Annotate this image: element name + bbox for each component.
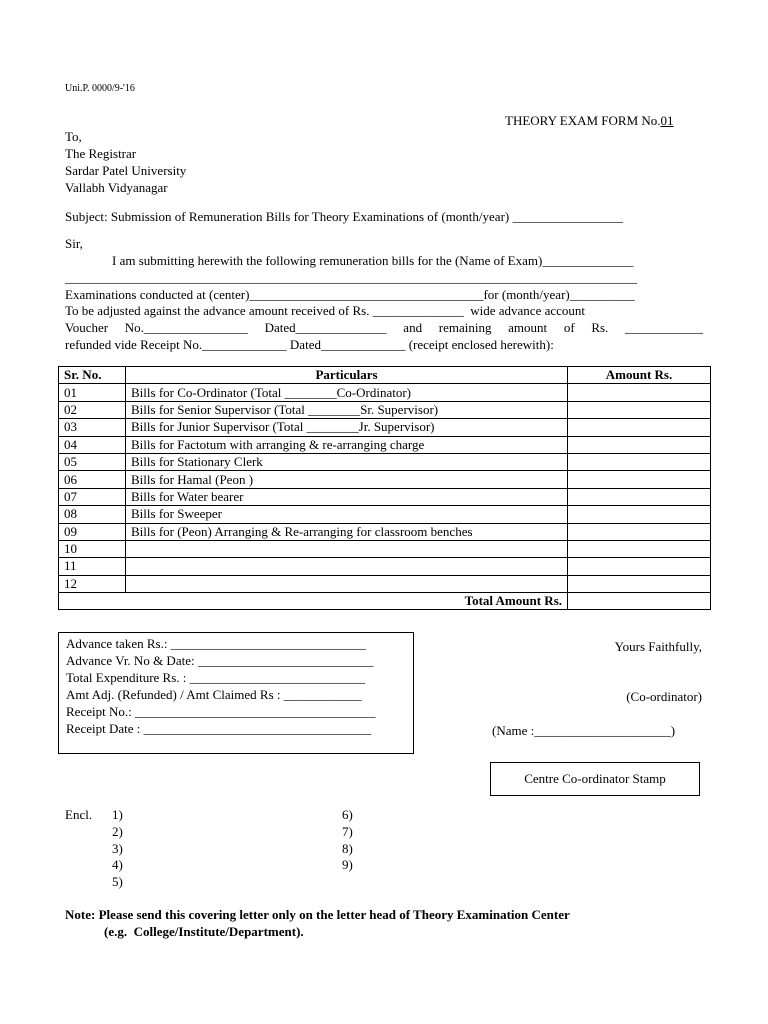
table-row xyxy=(59,471,711,488)
body-line-6: refunded vide Receipt No._____________ Dated_____________ (receipt enclosed herewith): xyxy=(65,337,554,352)
amount-cell[interactable] xyxy=(568,506,711,523)
sr-no-cell: 05 xyxy=(59,453,126,470)
amount-cell[interactable] xyxy=(568,471,711,488)
advance-voucher-field[interactable]: Advance Vr. No & Date: ___________________________ xyxy=(66,653,374,668)
sr-no-cell: 01 xyxy=(59,384,126,401)
enclosure-item: 3) xyxy=(112,841,123,856)
enclosure-item: 1) xyxy=(112,807,123,822)
advance-details-box xyxy=(58,632,414,754)
amount-cell[interactable] xyxy=(568,558,711,575)
enclosure-item: 8) xyxy=(342,841,353,856)
table-row xyxy=(59,453,711,470)
advance-taken-field[interactable]: Advance taken Rs.: ______________________________ xyxy=(66,636,366,651)
body-line-1: I am submitting herewith the following remuneration bills for the (Name of Exam)______________ xyxy=(112,253,634,268)
coordinator-name-field[interactable]: (Name :_____________________) xyxy=(492,723,676,738)
enclosure-item: 5) xyxy=(112,874,123,889)
particular-cell: Bills for (Peon) Arranging & Re-arranging for classroom benches xyxy=(126,523,568,540)
particular-cell: Bills for Senior Supervisor (Total ________Sr. Supervisor) xyxy=(126,401,568,418)
header-sr-no: Sr. No. xyxy=(59,367,126,384)
sr-no-cell: 08 xyxy=(59,506,126,523)
enclosure-item: 9) xyxy=(342,857,353,872)
sr-no-cell: 03 xyxy=(59,419,126,436)
total-amount-label: Total Amount Rs. xyxy=(59,593,568,610)
body-line-3: Examinations conducted at (center)____________________________________for (month/year)__________ xyxy=(65,287,635,302)
body-line-5-word: of xyxy=(563,320,575,335)
table-row xyxy=(59,540,711,557)
amount-cell[interactable] xyxy=(568,488,711,505)
note-line-2: (e.g. College/Institute/Department). xyxy=(104,924,304,939)
reference-number: Uni.P. 0000/9-'16 xyxy=(65,83,135,94)
form-number: 01 xyxy=(660,113,674,128)
enclosure-item: 4) xyxy=(112,857,123,872)
table-row xyxy=(59,384,711,401)
amount-cell[interactable] xyxy=(568,436,711,453)
particular-cell: Bills for Factotum with arranging & re-arranging charge xyxy=(126,436,568,453)
particular-cell: Bills for Co-Ordinator (Total ________Co-Ordinator) xyxy=(126,384,568,401)
table-row xyxy=(59,401,711,418)
bills-table xyxy=(58,366,711,610)
receipt-date-field[interactable]: Receipt Date : ___________________________________ xyxy=(66,721,372,736)
amount-cell[interactable] xyxy=(568,575,711,592)
sr-no-cell: 09 xyxy=(59,523,126,540)
address-to: To, xyxy=(65,129,82,144)
body-line-5-word: remaining xyxy=(438,320,492,335)
sr-no-cell: 06 xyxy=(59,471,126,488)
header-particulars: Particulars xyxy=(126,367,568,384)
total-row xyxy=(59,593,711,610)
coordinator-signature-label: (Co-ordinator) xyxy=(626,689,702,704)
particular-cell: Bills for Water bearer xyxy=(126,488,568,505)
salutation: Sir, xyxy=(65,236,83,251)
note-line-1: Note: Please send this covering letter only on the letter head of Theory Examination Center xyxy=(65,907,570,922)
receipt-no-field[interactable]: Receipt No.: _____________________________________ xyxy=(66,704,376,719)
body-line-5-word: ____________ xyxy=(624,320,703,335)
body-line-5-word: Rs. xyxy=(591,320,609,335)
body-line-5-word: amount xyxy=(508,320,548,335)
particular-cell[interactable] xyxy=(126,558,568,575)
amount-adjusted-field[interactable]: Amt Adj. (Refunded) / Amt Claimed Rs : ____________ xyxy=(66,687,362,702)
total-expenditure-field[interactable]: Total Expenditure Rs. : ___________________________ xyxy=(66,670,366,685)
address-registrar: The Registrar xyxy=(65,146,137,161)
amount-cell[interactable] xyxy=(568,540,711,557)
body-line-5-word: Dated______________ xyxy=(264,320,387,335)
particular-cell[interactable] xyxy=(126,540,568,557)
address-university: Sardar Patel University xyxy=(65,163,187,178)
table-row xyxy=(59,575,711,592)
form-title xyxy=(505,113,674,129)
sr-no-cell: 10 xyxy=(59,540,126,557)
subject-line: Subject: Submission of Remuneration Bills for Theory Examinations of (month/year) _________________ xyxy=(65,209,623,224)
body-line-5 xyxy=(65,320,703,336)
body-line-4: To be adjusted against the advance amount received of Rs. ______________ wide advance account xyxy=(65,303,586,318)
address-city: Vallabh Vidyanagar xyxy=(65,180,168,195)
body-line-5-word: No.________________ xyxy=(124,320,248,335)
enclosure-label: Encl. xyxy=(65,807,93,822)
body-line-5-word: and xyxy=(403,320,423,335)
body-line-2: ________________________________________________________________________________________ xyxy=(65,270,637,285)
sr-no-cell: 11 xyxy=(59,558,126,575)
centre-stamp-box xyxy=(490,762,700,796)
table-row xyxy=(59,558,711,575)
enclosure-item: 7) xyxy=(342,824,353,839)
centre-stamp-label: Centre Co-ordinator Stamp xyxy=(524,771,666,786)
table-row xyxy=(59,419,711,436)
form-title-prefix: THEORY EXAM FORM No. xyxy=(505,113,661,128)
particular-cell[interactable] xyxy=(126,575,568,592)
amount-cell[interactable] xyxy=(568,384,711,401)
table-row xyxy=(59,436,711,453)
particular-cell: Bills for Junior Supervisor (Total ________Jr. Supervisor) xyxy=(126,419,568,436)
table-row xyxy=(59,488,711,505)
enclosure-item: 2) xyxy=(112,824,123,839)
table-row xyxy=(59,523,711,540)
table-header-row xyxy=(59,367,711,384)
total-amount-cell[interactable] xyxy=(568,593,711,610)
particular-cell: Bills for Stationary Clerk xyxy=(126,453,568,470)
amount-cell[interactable] xyxy=(568,401,711,418)
yours-faithfully: Yours Faithfully, xyxy=(614,639,702,654)
particular-cell: Bills for Hamal (Peon ) xyxy=(126,471,568,488)
table-row xyxy=(59,506,711,523)
particular-cell: Bills for Sweeper xyxy=(126,506,568,523)
enclosure-item: 6) xyxy=(342,807,353,822)
sr-no-cell: 02 xyxy=(59,401,126,418)
header-amount: Amount Rs. xyxy=(568,367,711,384)
sr-no-cell: 04 xyxy=(59,436,126,453)
sr-no-cell: 07 xyxy=(59,488,126,505)
amount-cell[interactable] xyxy=(568,419,711,436)
amount-cell[interactable] xyxy=(568,523,711,540)
sr-no-cell: 12 xyxy=(59,575,126,592)
amount-cell[interactable] xyxy=(568,453,711,470)
body-line-5-word: Voucher xyxy=(65,320,109,335)
